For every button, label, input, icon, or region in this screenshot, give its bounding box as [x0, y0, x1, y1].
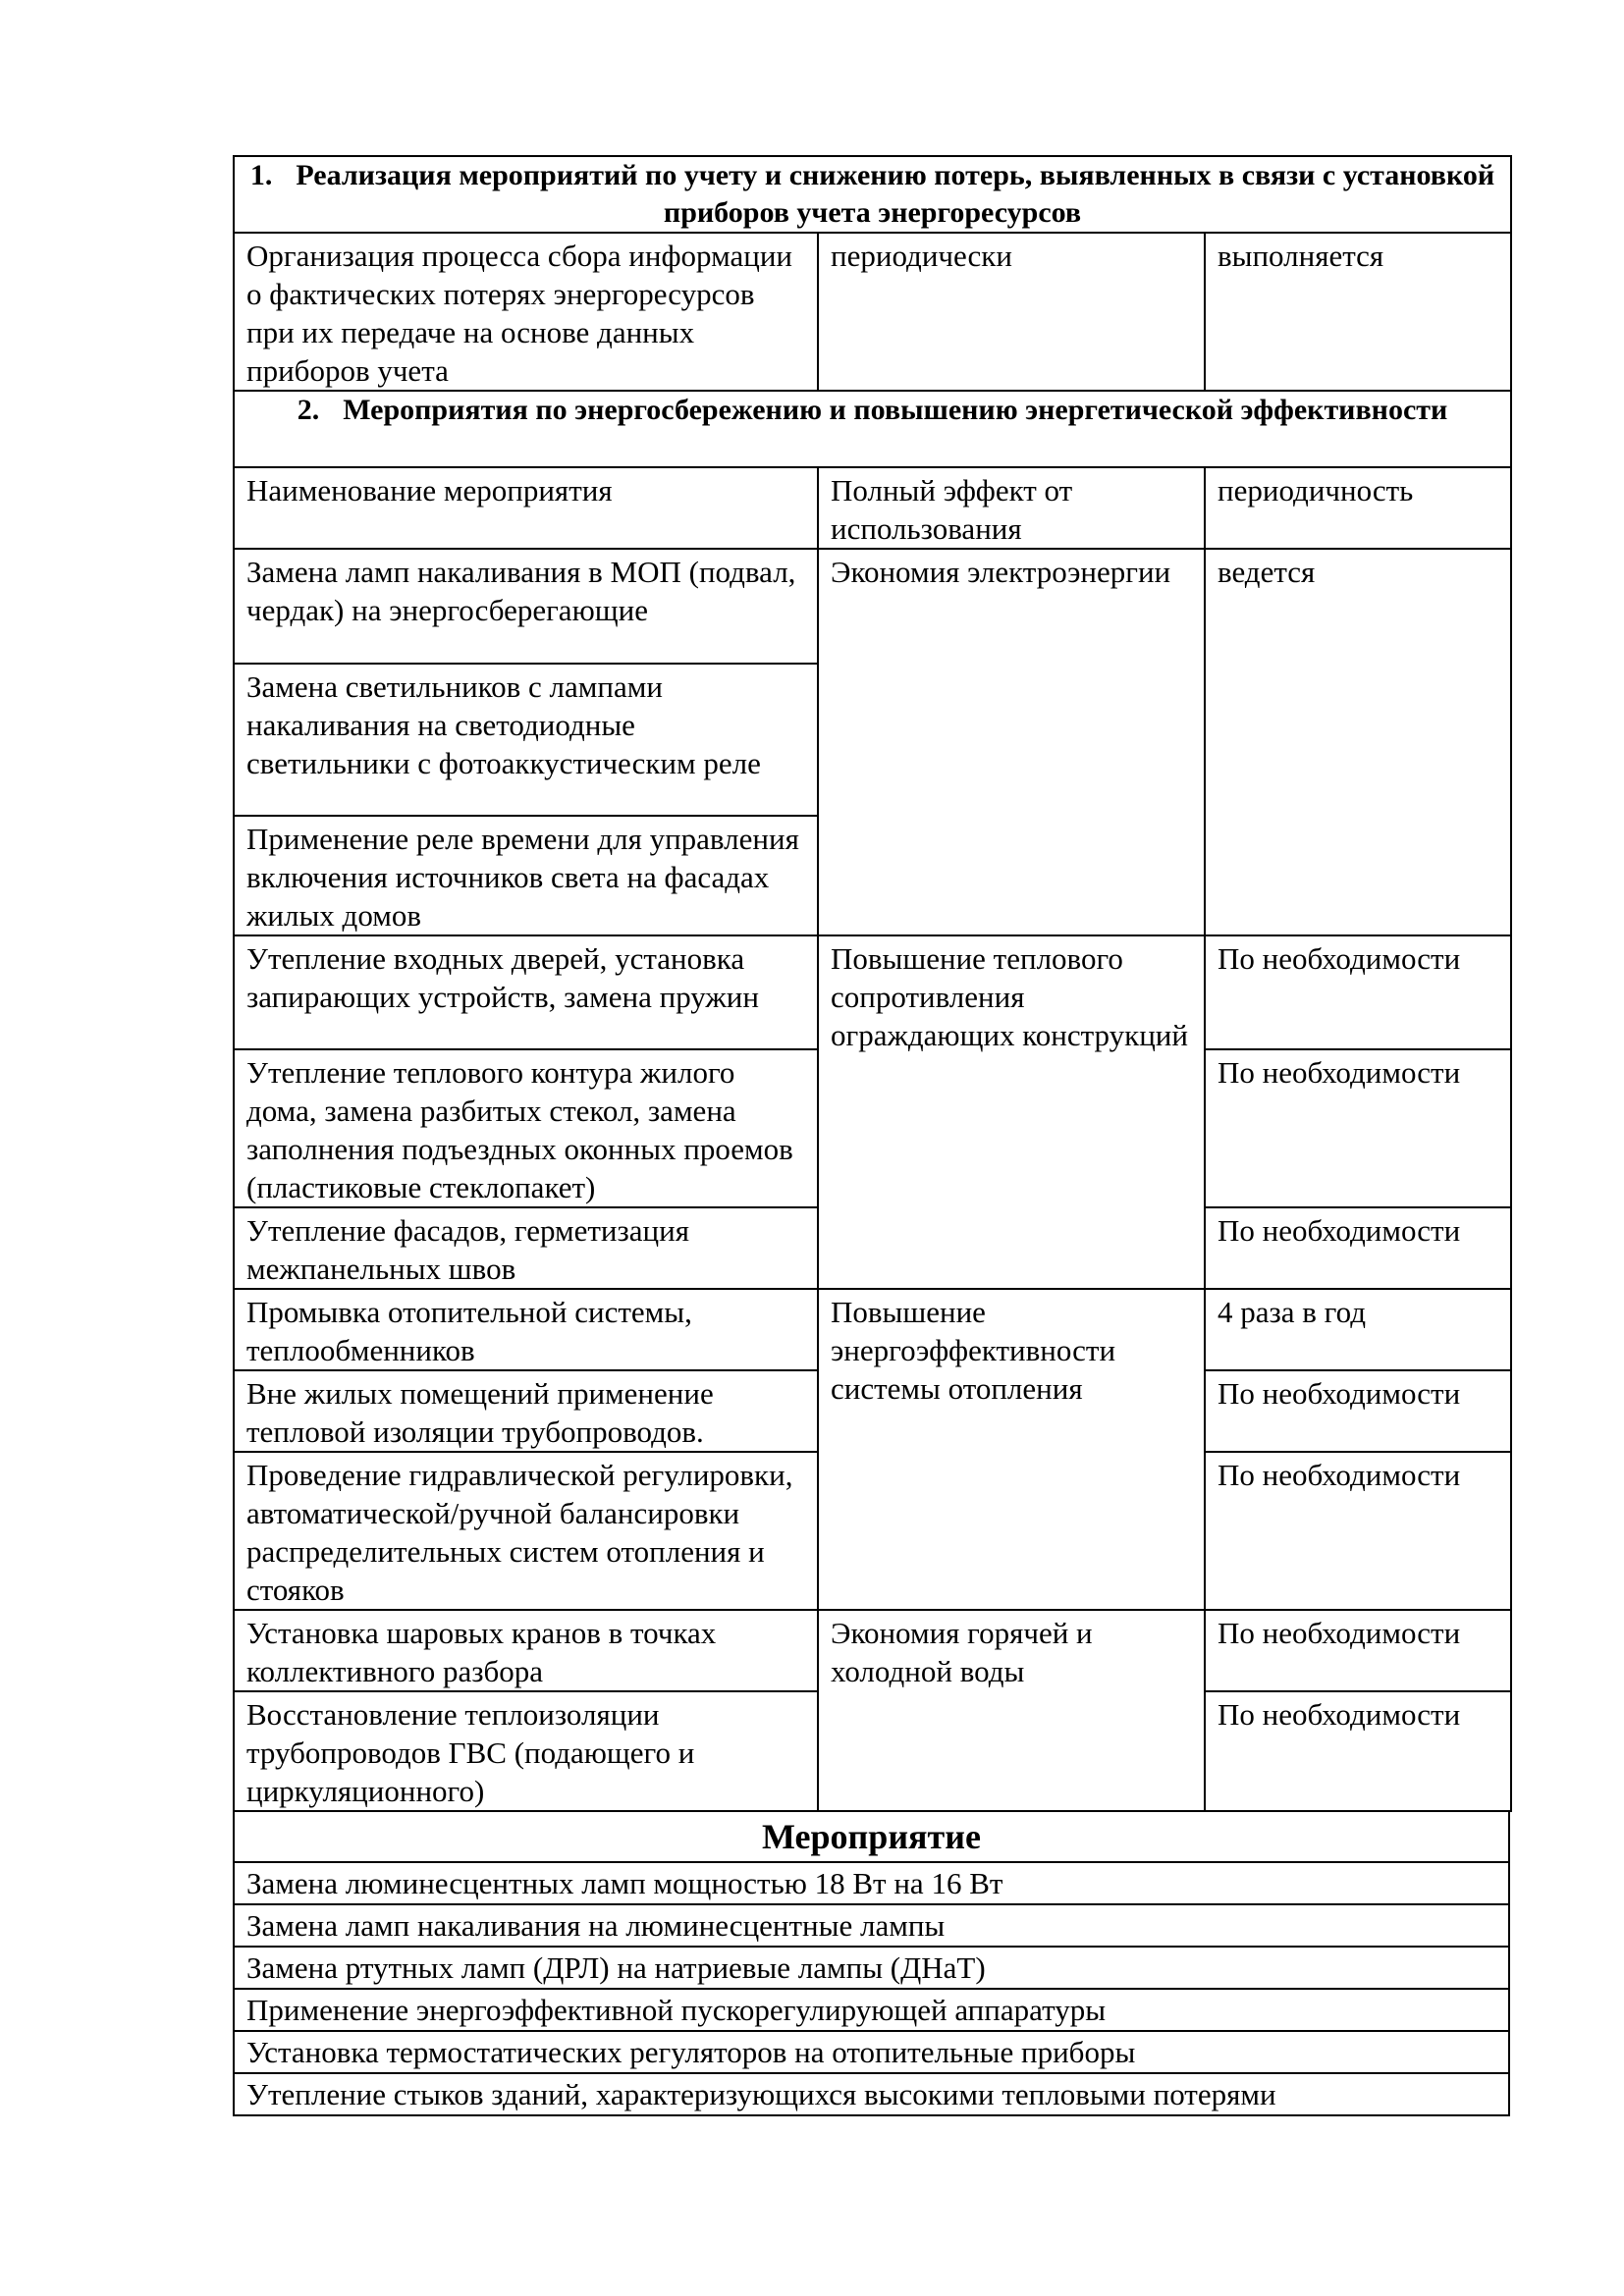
column-header-effect: Полный эффект от использования	[818, 467, 1205, 549]
period-cell: По необходимости	[1205, 1370, 1511, 1452]
measure-name: Промывка отопительной системы, теплообменников	[234, 1289, 818, 1370]
period-cell: По необходимости	[1205, 1691, 1511, 1811]
section2-title: Мероприятия по энергосбережению и повышению энергетической эффективности	[343, 394, 1448, 426]
table-row	[234, 1289, 1511, 1370]
list-item	[234, 1862, 1509, 1904]
list-header: Мероприятие	[234, 1811, 1509, 1862]
document-page	[233, 155, 1510, 2116]
measure-name: Применение реле времени для управления включения источников света на фасадах жилых домов	[234, 816, 818, 935]
measure-name: Установка шаровых кранов в точках коллективного разбора	[234, 1610, 818, 1691]
list-item	[234, 1989, 1509, 2031]
column-headers-row	[234, 467, 1511, 549]
column-header-period: периодичность	[1205, 467, 1511, 549]
section2-header-row	[234, 391, 1511, 467]
period-cell: 4 раза в год	[1205, 1289, 1511, 1370]
section1-row-status: выполняется	[1205, 233, 1511, 391]
period-cell: ведется	[1205, 549, 1511, 935]
section2-number: 2.	[297, 394, 320, 426]
list-item	[234, 1947, 1509, 1989]
list-item-text: Применение энергоэффективной пускорегулирующей аппаратуры	[234, 1989, 1509, 2031]
effect-cell: Повышение энергоэффективности системы отопления	[818, 1289, 1205, 1610]
measure-name: Утепление входных дверей, установка запирающих устройств, замена пружин	[234, 935, 818, 1049]
table-row	[234, 549, 1511, 664]
effect-cell: Экономия горячей и холодной воды	[818, 1610, 1205, 1811]
measure-name: Проведение гидравлической регулировки, автоматической/ручной балансировки распределительных систем отопления и стояков	[234, 1452, 818, 1610]
section1-title-cell	[234, 156, 1511, 233]
table-row	[234, 935, 1511, 1049]
list-item-text: Замена люминесцентных ламп мощностью 18 Вт на 16 Вт	[234, 1862, 1509, 1904]
measure-name: Вне жилых помещений применение тепловой изоляции трубопроводов.	[234, 1370, 818, 1452]
list-header-row	[234, 1811, 1509, 1862]
measures-table	[233, 155, 1512, 1812]
table-row	[234, 233, 1511, 391]
column-header-name: Наименование мероприятия	[234, 467, 818, 549]
period-cell: По необходимости	[1205, 1207, 1511, 1289]
period-cell: По необходимости	[1205, 1610, 1511, 1691]
list-item	[234, 2031, 1509, 2073]
section1-header-row	[234, 156, 1511, 233]
list-item-text: Установка термостатических регуляторов на отопительные приборы	[234, 2031, 1509, 2073]
section1-row-name: Организация процесса сбора информации о фактических потерях энергоресурсов при их передаче на основе данных приборов учета	[234, 233, 818, 391]
effect-cell: Повышение теплового сопротивления ограждающих конструкций	[818, 935, 1205, 1289]
list-item	[234, 1904, 1509, 1947]
section2-title-cell	[234, 391, 1511, 467]
measure-name: Утепление теплового контура жилого дома, замена разбитых стекол, замена заполнения подъездных оконных проемов (пластиковые стеклопакет)	[234, 1049, 818, 1207]
table-row	[234, 1610, 1511, 1691]
period-cell: По необходимости	[1205, 1452, 1511, 1610]
list-item	[234, 2073, 1509, 2115]
section1-row-frequency: периодически	[818, 233, 1205, 391]
list-item-text: Утепление стыков зданий, характеризующихся высокими тепловыми потерями	[234, 2073, 1509, 2115]
measures-list-table	[233, 1810, 1510, 2116]
effect-cell: Экономия электроэнергии	[818, 549, 1205, 935]
measure-name: Замена ламп накаливания в МОП (подвал, чердак) на энергосберегающие	[234, 549, 818, 664]
section1-number: 1.	[249, 159, 273, 191]
list-item-text: Замена ламп накаливания на люминесцентные лампы	[234, 1904, 1509, 1947]
measure-name: Утепление фасадов, герметизация межпанельных швов	[234, 1207, 818, 1289]
measure-name: Замена светильников с лампами накаливания на светодиодные светильники с фотоаккустическим реле	[234, 664, 818, 816]
measure-name: Восстановление теплоизоляции трубопроводов ГВС (подающего и циркуляционного)	[234, 1691, 818, 1811]
list-item-text: Замена ртутных ламп (ДРЛ) на натриевые лампы (ДНаТ)	[234, 1947, 1509, 1989]
section1-title: Реализация мероприятий по учету и снижению потерь, выявленных в связи с установкой приборов учета энергоресурсов	[296, 159, 1495, 229]
period-cell: По необходимости	[1205, 1049, 1511, 1207]
period-cell: По необходимости	[1205, 935, 1511, 1049]
